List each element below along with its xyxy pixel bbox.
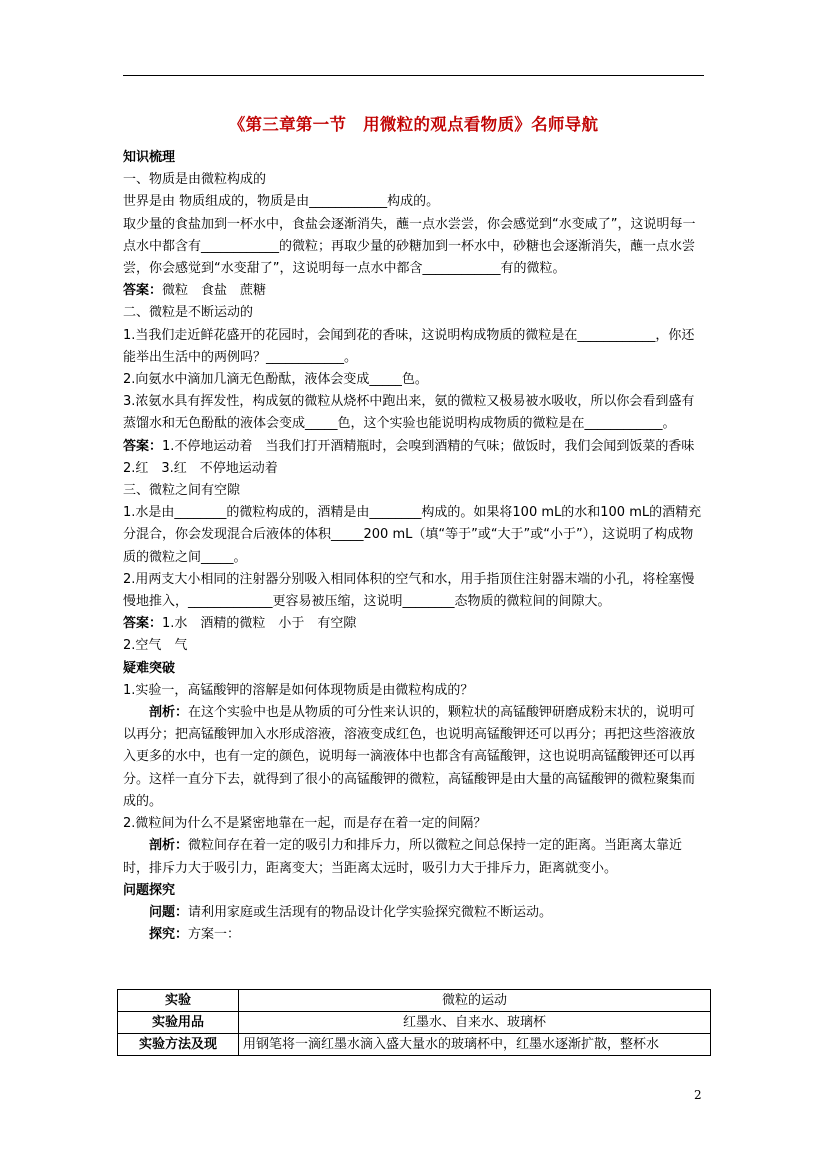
header-rule	[123, 75, 704, 76]
difficulty-q1-analysis	[123, 702, 705, 813]
section3-q1: 1.水是由________的微粒构成的，酒精是由________构成的。如果将100 mL的水和100 mL的酒精充分混合，你会发现混合后液体的体积_____200 mL（填“等于”或“大于”或“小于”），这说明了构成物质的微粒之间_____。	[123, 505, 702, 565]
inquiry-label: 探究：	[149, 927, 189, 943]
section1-answer	[123, 280, 705, 302]
answer-text: 微粒 食盐 蔗糖	[162, 283, 267, 299]
section2-heading: 二、微粒是不断运动的	[123, 305, 254, 321]
section3-answer	[123, 613, 705, 635]
analysis-text: 在这个实验中也是从物质的可分性来认识的，颗粒状的高锰酸钾研磨成粉末状的，说明可以再分；把高锰酸钾加入水形成溶液，溶液变成红色，也说明高锰酸钾还可以再分；再把这些溶液放入更多的水中，也有一定的颜色，说明每一滴液体中也都含有高锰酸钾，这也说明高锰酸钾还可以再分。这样一直分下去，就得到了很小的高锰酸钾的微粒，高锰酸钾是由大量的高锰酸钾的微粒聚集而成的。	[123, 705, 696, 809]
table-cell-head: 实验	[118, 990, 239, 1012]
section3-answer2: 2.空气 气	[123, 638, 188, 654]
inquiry-question	[123, 902, 705, 924]
question-label: 问题：	[149, 904, 189, 920]
table-cell-value: 用钢笔将一滴红墨水滴入盛大量水的玻璃杯中，红墨水逐渐扩散，整杯水	[239, 1034, 711, 1056]
section2-q1: 1.当我们走近鲜花盛开的花园时，会闻到花的香味，这说明构成物质的微粒是在____________，你还能举出生活中的两例吗？____________。	[123, 327, 695, 365]
analysis-label: 剖析：	[149, 705, 189, 721]
heading-yinan: 疑难突破	[123, 660, 176, 676]
section1-line2: 取少量的食盐加到一杯水中，食盐会逐渐消失，蘸一点水尝尝，你会感觉到“水变咸了”，这说明每一点水中都含有____________的微粒；再取少量的砂糖加到一杯水中，砂糖也会逐渐消失，蘸一点水尝尝，你会感觉到“水变甜了”，这说明每一点水中都含____________有的微粒。	[123, 216, 696, 277]
analysis-text: 微粒间存在着一定的吸引力和排斥力，所以微粒之间总保持一定的距离。当距离太靠近时，排斥力大于吸引力，距离变大；当距离太远时，吸引力大于排斥力，距离就变小。	[123, 838, 683, 876]
table-row	[118, 1012, 711, 1034]
section2-q3: 3.浓氨水具有挥发性，构成氨的微粒从烧杯中跑出来，氨的微粒又极易被水吸收，所以你会看到盛有蒸馏水和无色酚酞的液体会变成_____色，这个实验也能说明构成物质的微粒是在____________。	[123, 394, 695, 432]
inquiry-plan	[123, 924, 705, 946]
table-cell-value: 微粒的运动	[239, 990, 711, 1012]
section1-line1: 世界是由 物质组成的，物质是由____________构成的。	[123, 194, 440, 210]
page-title: 《第三章第一节 用微粒的观点看物质》名师导航	[228, 115, 599, 134]
heading-tanjiu: 问题探究	[123, 882, 176, 898]
answer-label: 答案：	[123, 438, 163, 454]
table-row	[118, 990, 711, 1012]
document-body	[123, 147, 708, 946]
page-number: 2	[694, 1088, 702, 1102]
inquiry-text: 方案一：	[188, 927, 241, 943]
heading-zhishi: 知识梳理	[123, 150, 176, 165]
analysis-label: 剖析：	[149, 838, 189, 854]
answer-label: 答案：	[123, 283, 163, 299]
answer-label: 答案：	[123, 616, 163, 632]
section2-answer	[123, 436, 708, 480]
section3-q2: 2.用两支大小相同的注射器分别吸入相同体积的空气和水，用手指顶住注射器末端的小孔，将栓塞慢慢地推入，_____________更容易被压缩，这说明________态物质的微粒间的间隙大。	[123, 571, 695, 610]
question-text: 请利用家庭或生活现有的物品设计化学实验探究微粒不断运动。	[188, 904, 553, 920]
section2-q2: 2.向氨水中滴加几滴无色酚酞，液体会变成_____色。	[123, 372, 428, 388]
section1-heading: 一、物质是由微粒构成的	[123, 172, 267, 188]
difficulty-q2-analysis	[123, 835, 705, 879]
table-row	[118, 1034, 711, 1056]
difficulty-q2: 2.微粒间为什么不是紧密地靠在一起，而是存在着一定的间隔？	[123, 816, 487, 832]
answer-text: 1.不停地运动着 当我们打开酒精瓶时，会嗅到酒精的气味；做饭时，我们会闻到饭菜的香味 2.红 3.红 不停地运动着	[123, 438, 708, 476]
table-cell-value: 红墨水、自来水、玻璃杯	[239, 1012, 711, 1034]
answer-text: 1.水 酒精的微粒 小于 有空隙	[162, 616, 357, 632]
section3-heading: 三、微粒之间有空隙	[123, 483, 241, 499]
experiment-table	[117, 989, 711, 1056]
difficulty-q1: 1.实验一，高锰酸钾的溶解是如何体现物质是由微粒构成的？	[123, 682, 474, 698]
table-cell-head: 实验方法及现	[118, 1034, 239, 1056]
table-cell-head: 实验用品	[118, 1012, 239, 1034]
